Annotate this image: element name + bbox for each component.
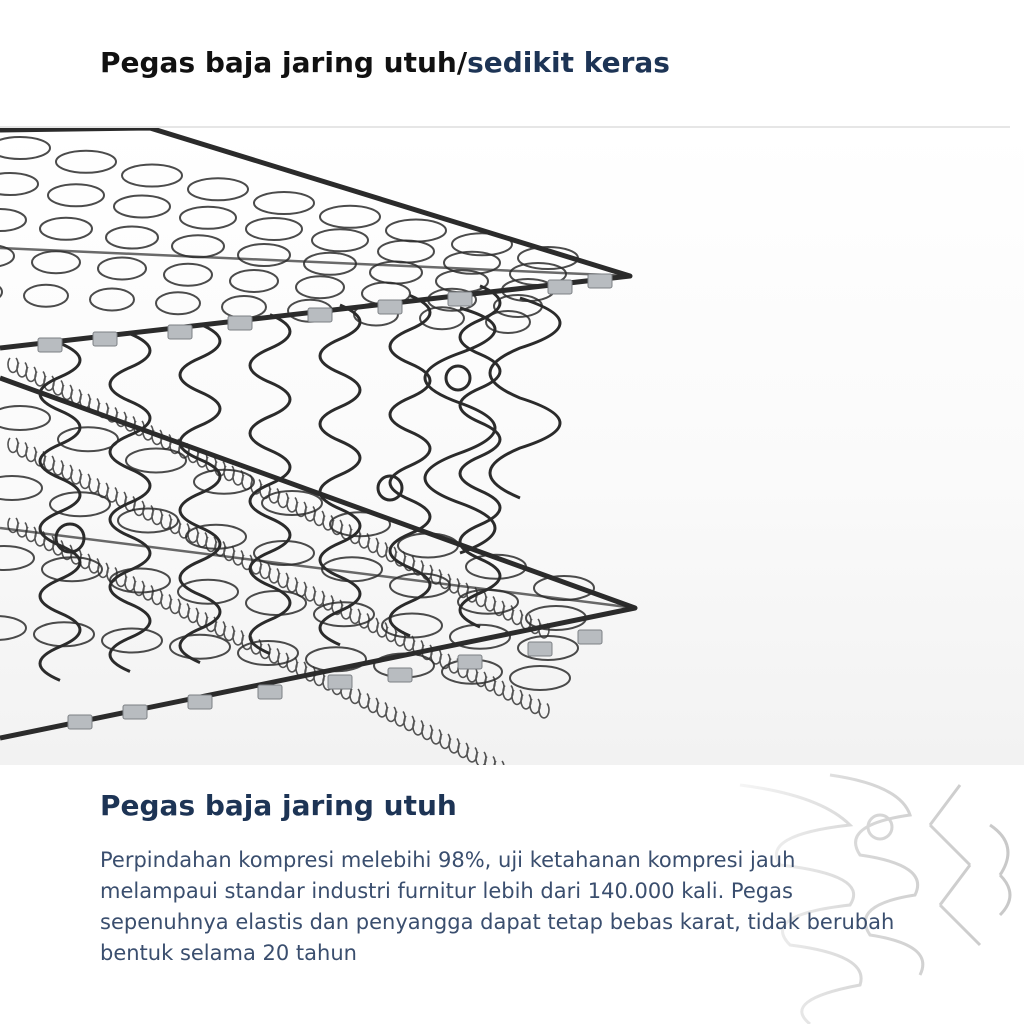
feature-description: Perpindahan kompresi melebihi 98%, uji ketahanan kompresi jauh melampaui standar industri furnitur lebih dari 140.000 kali. Pegas sepenuhnya elastis dan penyangga dapat tetap bebas karat, tidak berubah bentuk selama 20 tahun <box>100 848 895 965</box>
feature-section <box>0 765 1024 1024</box>
header <box>0 0 1024 127</box>
page-title <box>100 46 670 79</box>
title-accent: sedikit keras <box>467 46 670 79</box>
title-main: Pegas baja jaring utuh <box>100 46 457 79</box>
feature-title: Pegas baja jaring utuh <box>100 789 457 822</box>
spring-mattress-core-icon <box>0 128 1024 765</box>
title-separator: / <box>456 46 468 79</box>
product-photo <box>0 128 1024 765</box>
